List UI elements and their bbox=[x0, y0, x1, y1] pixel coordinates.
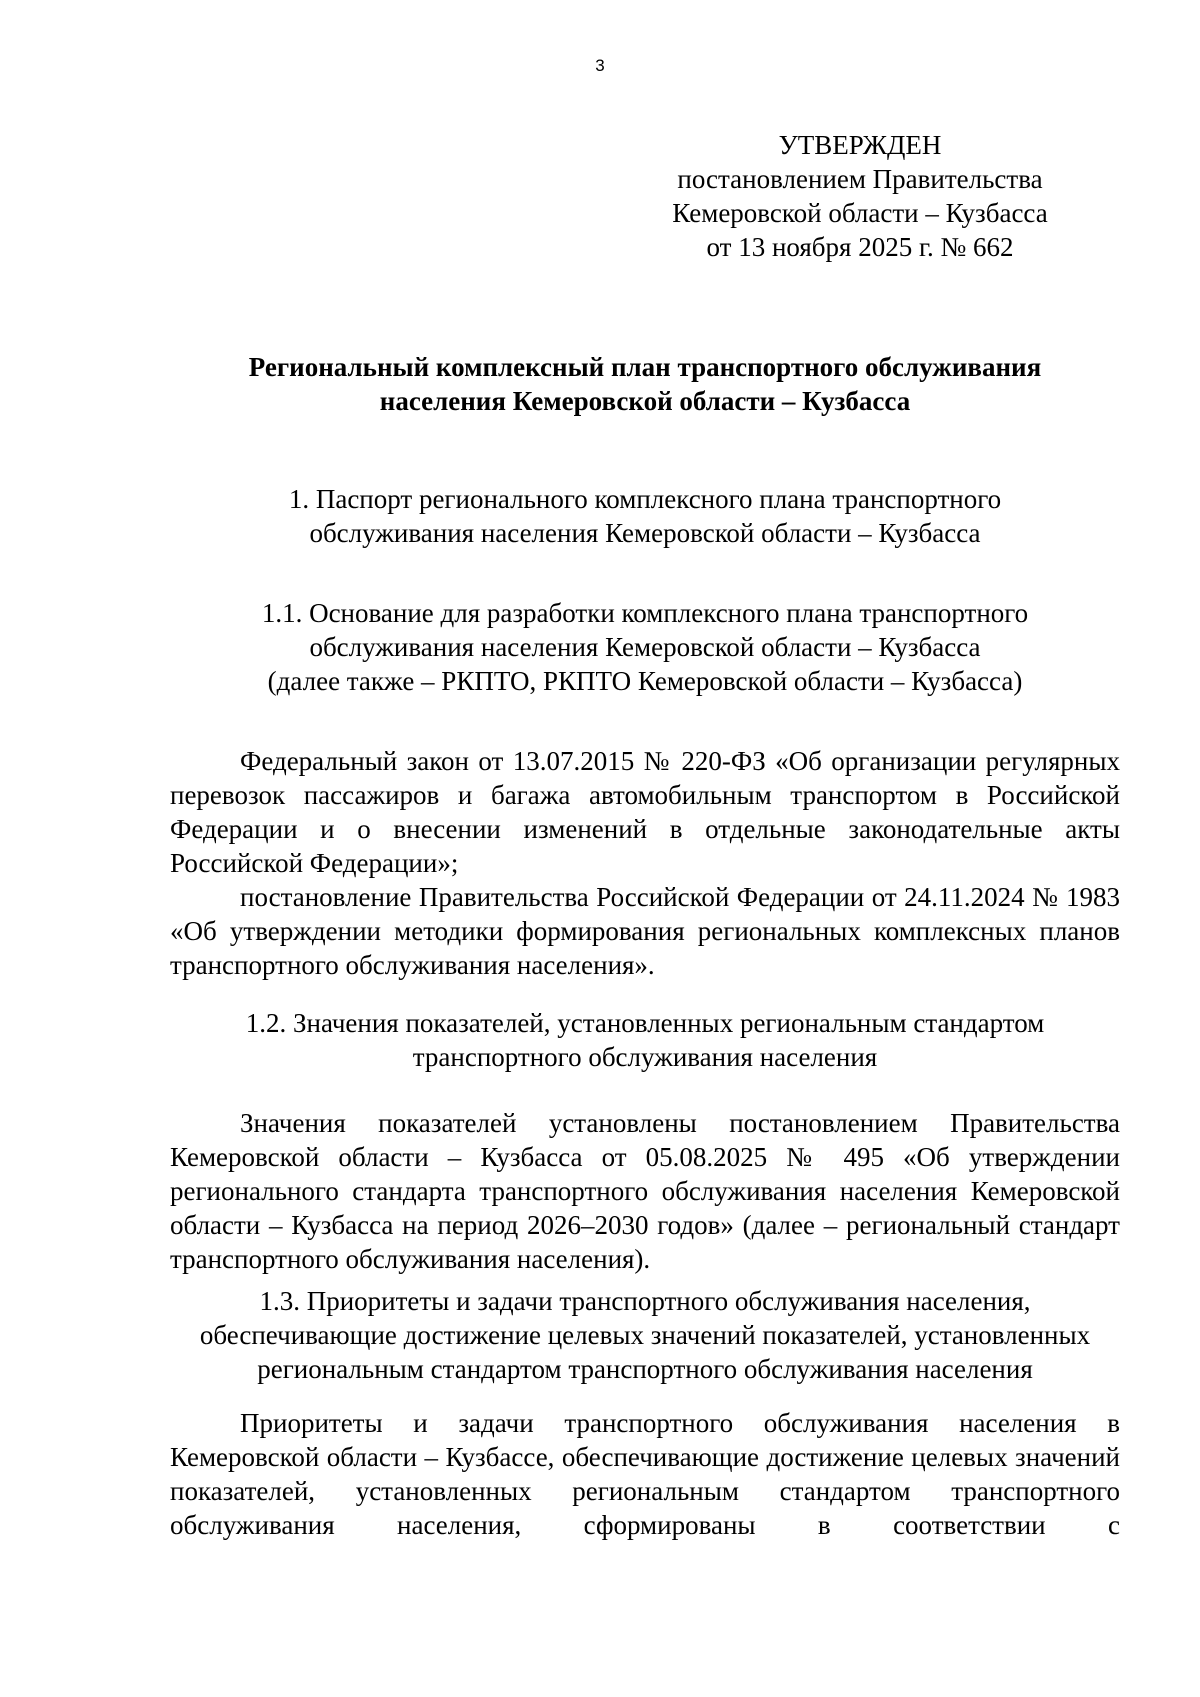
heading-line: транспортного обслуживания населения bbox=[412, 1042, 878, 1072]
heading-line: обслуживания населения Кемеровской области – Кузбасса bbox=[309, 518, 981, 548]
document-title bbox=[170, 350, 1120, 418]
section-1-2-heading bbox=[170, 1006, 1120, 1074]
approval-line: постановлением Правительства bbox=[677, 164, 1043, 194]
heading-line: обслуживания населения Кемеровской области – Кузбасса bbox=[309, 632, 981, 662]
heading-line: обеспечивающие достижение целевых значений показателей, установленных bbox=[199, 1320, 1091, 1350]
body-paragraph: Значения показателей установлены постановлением Правительства Кемеровской области – Кузбасса от 05.08.2025 № 495 «Об утверждении регионального стандарта транспортного обслуживания населения Кемеровской области – Кузбасса на период 2026–2030 годов» (далее – региональный стандарт транспортного обслуживания населения). bbox=[170, 1108, 1120, 1274]
page-number: 3 bbox=[595, 56, 605, 75]
section-1-1-heading bbox=[170, 596, 1120, 698]
section-1-1-body bbox=[170, 744, 1120, 982]
title-line: населения Кемеровской области – Кузбасса bbox=[379, 386, 911, 416]
section-1-3-body bbox=[170, 1406, 1120, 1542]
approval-line: УТВЕРЖДЕН bbox=[778, 130, 942, 160]
body-paragraph: Федеральный закон от 13.07.2015 № 220-ФЗ «Об организации регулярных перевозок пассажиров и багажа автомобильным транспортом в Российской Федерации и о внесении изменений в отдельные законодательные акты Российской Федерации»; bbox=[170, 746, 1120, 878]
heading-line: (далее также – РКПТО, РКПТО Кемеровской области – Кузбасса) bbox=[267, 666, 1023, 696]
section-1-2-body bbox=[170, 1106, 1120, 1276]
heading-line: 1.3. Приоритеты и задачи транспортного обслуживания населения, bbox=[259, 1286, 1031, 1316]
heading-line: 1. Паспорт регионального комплексного плана транспортного bbox=[288, 484, 1002, 514]
section-1-3-heading bbox=[170, 1284, 1120, 1386]
body-paragraph: Приоритеты и задачи транспортного обслуживания населения в Кемеровской области – Кузбассе, обеспечивающие достижение целевых значений показателей, установленных региональным стандартом транспортного обслуживания населения, сформированы в соответствии с bbox=[170, 1408, 1120, 1540]
heading-line: 1.1. Основание для разработки комплексного плана транспортного bbox=[261, 598, 1029, 628]
title-line: Региональный комплексный план транспортного обслуживания bbox=[248, 352, 1042, 382]
approval-stamp bbox=[660, 128, 1060, 264]
heading-line: 1.2. Значения показателей, установленных региональным стандартом bbox=[245, 1008, 1045, 1038]
approval-line: от 13 ноября 2025 г. № 662 bbox=[706, 232, 1014, 262]
body-paragraph: постановление Правительства Российской Федерации от 24.11.2024 № 1983 «Об утверждении методики формирования региональных комплексных планов транспортного обслуживания населения». bbox=[170, 882, 1120, 980]
section-1-heading bbox=[170, 482, 1120, 550]
approval-line: Кемеровской области – Кузбасса bbox=[672, 198, 1048, 228]
heading-line: региональным стандартом транспортного обслуживания населения bbox=[257, 1354, 1033, 1384]
